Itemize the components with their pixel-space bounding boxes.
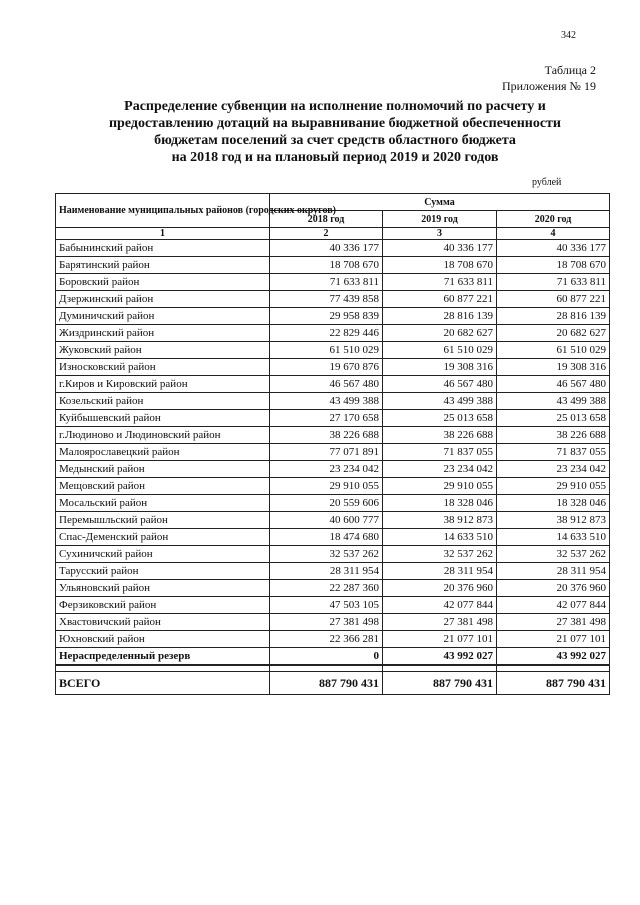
district-name: Ферзиковский район [56, 597, 270, 614]
value-2019: 28 311 954 [383, 563, 497, 580]
value-2019: 46 567 480 [383, 376, 497, 393]
value-2019: 71 633 811 [383, 274, 497, 291]
table-row [56, 597, 610, 614]
value-2020: 18 328 046 [497, 495, 610, 512]
value-2018: 77 439 858 [270, 291, 383, 308]
total-2018: 887 790 431 [270, 672, 383, 695]
value-2019: 43 499 388 [383, 393, 497, 410]
table-row [56, 614, 610, 631]
district-name: Дзержинский район [56, 291, 270, 308]
district-name: Спас-Деменский район [56, 529, 270, 546]
value-2018: 29 910 055 [270, 478, 383, 495]
district-name: Сухиничский район [56, 546, 270, 563]
table-row [56, 563, 610, 580]
district-name: Жиздринский район [56, 325, 270, 342]
value-2020: 38 912 873 [497, 512, 610, 529]
value-2020: 18 708 670 [497, 257, 610, 274]
table-row [56, 478, 610, 495]
district-name: Думиничский район [56, 308, 270, 325]
district-name: Барятинский район [56, 257, 270, 274]
value-2019: 20 682 627 [383, 325, 497, 342]
district-name: Износковский район [56, 359, 270, 376]
value-2018: 19 670 876 [270, 359, 383, 376]
total-name: ВСЕГО [56, 672, 270, 695]
column-number: 1 [56, 228, 270, 240]
value-2018: 23 234 042 [270, 461, 383, 478]
total-2019: 887 790 431 [383, 672, 497, 695]
district-name: Мещовский район [56, 478, 270, 495]
district-name: г.Киров и Кировский район [56, 376, 270, 393]
district-name: Малоярославецкий район [56, 444, 270, 461]
value-2018: 40 336 177 [270, 240, 383, 257]
table-row [56, 631, 610, 648]
value-2018: 22 287 360 [270, 580, 383, 597]
value-2020: 71 633 811 [497, 274, 610, 291]
value-2018: 32 537 262 [270, 546, 383, 563]
value-2019: 60 877 221 [383, 291, 497, 308]
value-2018: 18 708 670 [270, 257, 383, 274]
table-row [56, 529, 610, 546]
value-2018: 43 499 388 [270, 393, 383, 410]
table-row [56, 444, 610, 461]
value-2019: 20 376 960 [383, 580, 497, 597]
value-2018: 77 071 891 [270, 444, 383, 461]
value-2019: 27 381 498 [383, 614, 497, 631]
table-row [56, 427, 610, 444]
table-row [56, 580, 610, 597]
reserve-row [56, 648, 610, 666]
total-2020: 887 790 431 [497, 672, 610, 695]
value-2020: 60 877 221 [497, 291, 610, 308]
reserve-2018: 0 [270, 648, 383, 666]
value-2019: 14 633 510 [383, 529, 497, 546]
value-2018: 38 226 688 [270, 427, 383, 444]
value-2020: 29 910 055 [497, 478, 610, 495]
table-row [56, 546, 610, 563]
value-2019: 28 816 139 [383, 308, 497, 325]
title-line2: предоставлению дотаций на выравнивание бюджетной обеспеченности [108, 116, 561, 131]
header-year-2020: 2020 год [497, 211, 610, 228]
table-ref-line2: Приложения № 19 [501, 79, 596, 93]
value-2020: 23 234 042 [497, 461, 610, 478]
district-name: Жуковский район [56, 342, 270, 359]
table-row [56, 512, 610, 529]
value-2020: 32 537 262 [497, 546, 610, 563]
value-2019: 71 837 055 [383, 444, 497, 461]
value-2020: 46 567 480 [497, 376, 610, 393]
value-2019: 19 308 316 [383, 359, 497, 376]
table-row [56, 308, 610, 325]
table-row [56, 376, 610, 393]
value-2020: 28 816 139 [497, 308, 610, 325]
reserve-2020: 43 992 027 [497, 648, 610, 666]
value-2020: 28 311 954 [497, 563, 610, 580]
table-ref-line1: Таблица 2 [544, 63, 596, 77]
table-row [56, 461, 610, 478]
value-2018: 22 366 281 [270, 631, 383, 648]
district-name: Перемышльский район [56, 512, 270, 529]
value-2020: 25 013 658 [497, 410, 610, 427]
column-number: 2 [270, 228, 383, 240]
table-row [56, 291, 610, 308]
total-row [56, 672, 610, 695]
district-name: Боровский район [56, 274, 270, 291]
page-number: 342 [561, 30, 576, 41]
value-2020: 71 837 055 [497, 444, 610, 461]
reserve-name: Нераспределенный резерв [56, 648, 270, 666]
table-reference [502, 62, 596, 94]
table-row [56, 393, 610, 410]
value-2020: 40 336 177 [497, 240, 610, 257]
title-line3: бюджетам поселений за счет средств областного бюджета [154, 133, 516, 148]
table-row [56, 495, 610, 512]
table-row [56, 325, 610, 342]
subvention-table [55, 193, 610, 695]
column-number: 3 [383, 228, 497, 240]
value-2020: 19 308 316 [497, 359, 610, 376]
value-2020: 27 381 498 [497, 614, 610, 631]
document-title [70, 98, 600, 166]
value-2018: 29 958 839 [270, 308, 383, 325]
units-label: рублей [532, 177, 562, 188]
header-year-2019: 2019 год [383, 211, 497, 228]
header-year-2018: 2018 год [270, 211, 383, 228]
value-2020: 61 510 029 [497, 342, 610, 359]
value-2019: 32 537 262 [383, 546, 497, 563]
value-2020: 42 077 844 [497, 597, 610, 614]
header-name: Наименование муниципальных районов (городских округов) [56, 194, 270, 228]
value-2019: 21 077 101 [383, 631, 497, 648]
table-row [56, 274, 610, 291]
value-2018: 22 829 446 [270, 325, 383, 342]
table-body [56, 240, 610, 648]
value-2018: 61 510 029 [270, 342, 383, 359]
value-2020: 20 682 627 [497, 325, 610, 342]
district-name: Ульяновский район [56, 580, 270, 597]
value-2020: 21 077 101 [497, 631, 610, 648]
value-2020: 20 376 960 [497, 580, 610, 597]
district-name: г.Людиново и Людиновский район [56, 427, 270, 444]
value-2019: 38 912 873 [383, 512, 497, 529]
district-name: Козельский район [56, 393, 270, 410]
value-2019: 23 234 042 [383, 461, 497, 478]
district-name: Медынский район [56, 461, 270, 478]
table-row [56, 359, 610, 376]
value-2018: 27 170 658 [270, 410, 383, 427]
title-line4: на 2018 год и на плановый период 2019 и 2020 годов [171, 150, 499, 165]
district-name: Куйбышевский район [56, 410, 270, 427]
district-name: Хвастовичский район [56, 614, 270, 631]
value-2019: 40 336 177 [383, 240, 497, 257]
value-2018: 46 567 480 [270, 376, 383, 393]
header-sum: Сумма [270, 194, 610, 211]
column-number: 4 [497, 228, 610, 240]
value-2020: 43 499 388 [497, 393, 610, 410]
value-2018: 20 559 606 [270, 495, 383, 512]
value-2020: 14 633 510 [497, 529, 610, 546]
table-row [56, 240, 610, 257]
value-2019: 25 013 658 [383, 410, 497, 427]
value-2020: 38 226 688 [497, 427, 610, 444]
district-name: Юхновский район [56, 631, 270, 648]
value-2019: 61 510 029 [383, 342, 497, 359]
value-2018: 40 600 777 [270, 512, 383, 529]
title-line1: Распределение субвенции на исполнение полномочий по расчету и [124, 99, 546, 114]
district-name: Тарусский район [56, 563, 270, 580]
reserve-2019: 43 992 027 [383, 648, 497, 666]
value-2018: 18 474 680 [270, 529, 383, 546]
table-row [56, 342, 610, 359]
value-2018: 28 311 954 [270, 563, 383, 580]
value-2018: 47 503 105 [270, 597, 383, 614]
value-2019: 18 328 046 [383, 495, 497, 512]
value-2019: 42 077 844 [383, 597, 497, 614]
value-2019: 38 226 688 [383, 427, 497, 444]
value-2019: 18 708 670 [383, 257, 497, 274]
value-2018: 27 381 498 [270, 614, 383, 631]
table-row [56, 257, 610, 274]
value-2019: 29 910 055 [383, 478, 497, 495]
district-name: Мосальский район [56, 495, 270, 512]
value-2018: 71 633 811 [270, 274, 383, 291]
district-name: Бабынинский район [56, 240, 270, 257]
table-row [56, 410, 610, 427]
